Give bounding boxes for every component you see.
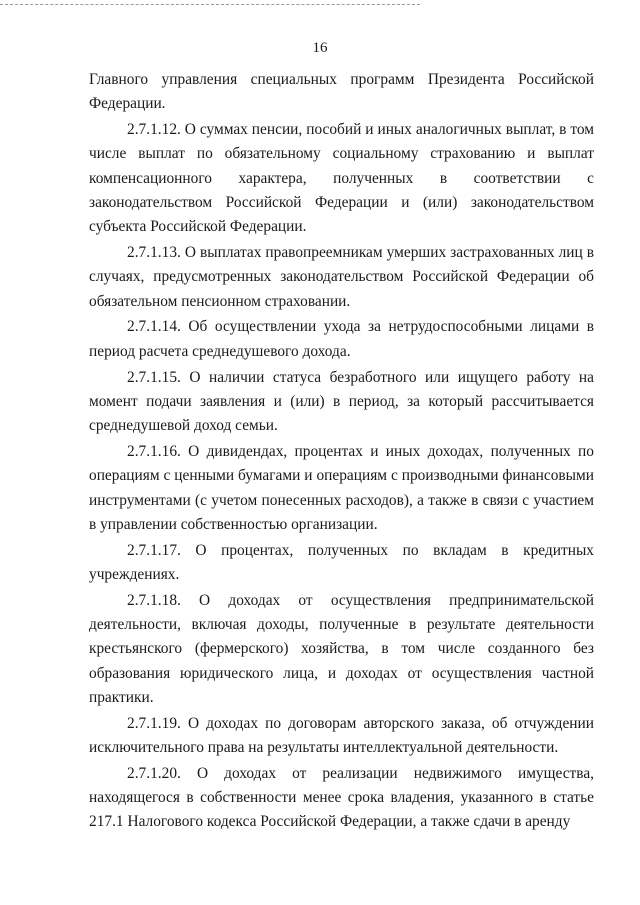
- paragraph-2-7-1-15: 2.7.1.15. О наличии статуса безработного или ищущего работу на момент подачи заявления и (или) в период, за который рассчитывается среднедушевой доход семьи.: [89, 368, 594, 435]
- document-body: [89, 68, 594, 836]
- page-number: 16: [312, 40, 328, 56]
- paragraph-2-7-1-13: 2.7.1.13. О выплатах правопреемникам умерших застрахованных лиц в случаях, предусмотренных законодательством Российской Федерации об обязательном пенсионном страховании.: [89, 244, 594, 310]
- paragraph-2-7-1-16: 2.7.1.16. О дивидендах, процентах и иных доходах, полученных по операциям с ценными бумагами и операциям с производными финансовыми инструментами (с учетом понесенных расходов), а также в связи с участием в управлении собственностью организации.: [89, 442, 594, 533]
- scan-edge-line: [0, 4, 420, 5]
- paragraph-2-7-1-17: 2.7.1.17. О процентах, полученных по вкладам в кредитных учреждениях.: [89, 541, 594, 583]
- paragraph-2-7-1-12: 2.7.1.12. О суммах пенсии, пособий и иных аналогичных выплат, в том числе выплат по обязательному социальному страхованию и выплат компенсационного характера, полученных в соответствии с законодательством Российской Федерации и (или) законодательством субъекта Российской Федерации.: [89, 121, 594, 236]
- paragraph-2-7-1-14: 2.7.1.14. Об осуществлении ухода за нетрудоспособными лицами в период расчета среднедушевого дохода.: [89, 318, 594, 360]
- paragraph-2-7-1-19: 2.7.1.19. О доходах по договорам авторского заказа, об отчуждении исключительного права на результаты интеллектуальной деятельности.: [89, 714, 594, 757]
- paragraph-2-7-1-18: 2.7.1.18. О доходах от осуществления предпринимательской деятельности, включая доходы, полученные в результате деятельности крестьянского (фермерского) хозяйства, в том числе созданного без образования юридического лица, и доходах от осуществления частной практики.: [89, 591, 594, 706]
- paragraph-2-7-1-20: 2.7.1.20. О доходах от реализации недвижимого имущества, находящегося в собственности менее срока владения, указанного в статье 217.1 Налогового кодекса Российской Федерации, а также сдачи в аренду: [89, 764, 594, 831]
- paragraph-continuation: Главного управления специальных программ Президента Российской Федерации.: [89, 71, 594, 113]
